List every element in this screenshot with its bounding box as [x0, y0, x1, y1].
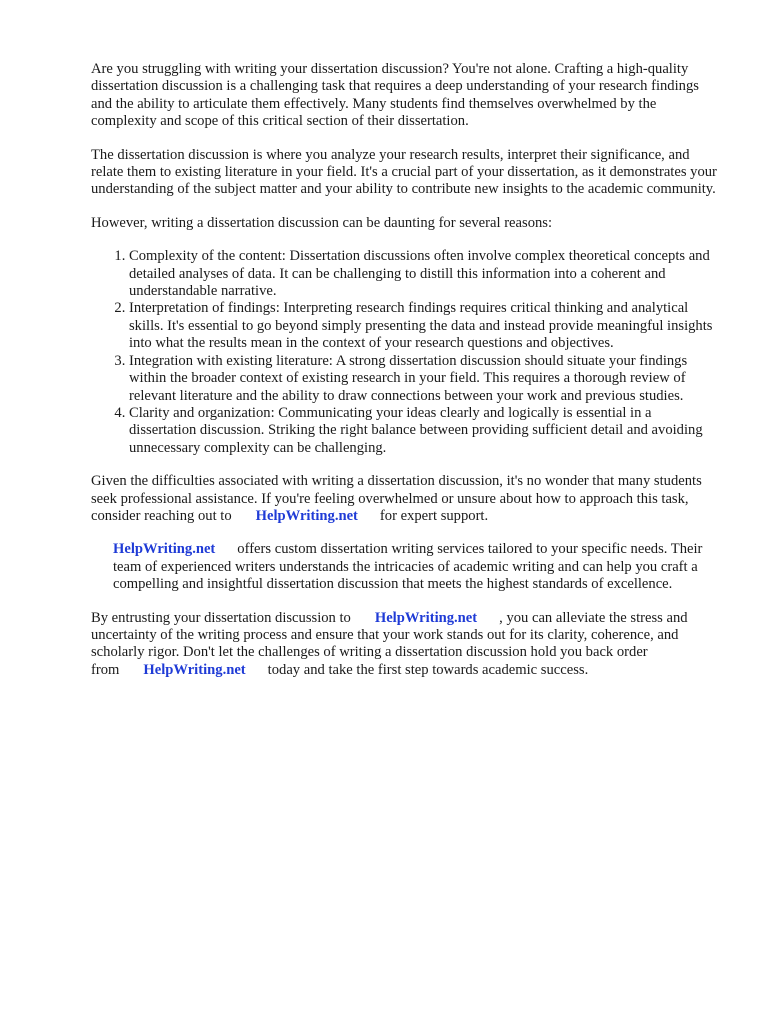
discussion-definition-paragraph: The dissertation discussion is where you analyze your research results, interpret their significance, and relate them to existing literature in your field. It's a crucial part of your dissertation, as it demonstrates your understanding of the subject matter and your ability to contribute new insights to the academic community.: [91, 146, 717, 198]
reason-item-complexity: 1. Complexity of the content: Dissertation discussions often involve complex theoretical concepts and detailed analyses of data. It can be challenging to distill this information into a coherent and understandable narrative.: [129, 248, 721, 300]
assistance-paragraph: [91, 473, 721, 525]
document-page: [91, 61, 721, 695]
services-text: offers custom dissertation writing services tailored to your specific needs. Their team of experienced writers understands the intricacies of academic writing and can help you craft a compelling and insightful dissertation discussion that meets the highest standards of excellence.: [113, 541, 703, 593]
intro-paragraph: Are you struggling with writing your dissertation discussion? You're not alone. Crafting a high-quality dissertation discussion is a challenging task that requires a deep understanding of your research findings and the ability to articulate them effectively. Many students find themselves overwhelmed by the complexity and scope of this critical section of their dissertation.: [91, 61, 699, 130]
closing-paragraph: [91, 610, 721, 680]
services-paragraph: [91, 541, 721, 593]
reason-item-clarity: 4. Clarity and organization: Communicating your ideas clearly and logically is essential in a dissertation discussion. Striking the right balance between providing sufficient detail and avoiding unnecessary complexity can be challenging.: [129, 405, 721, 457]
helpwriting-link-3[interactable]: HelpWriting.net: [374, 609, 478, 626]
reason-item-interpretation: 2. Interpretation of findings: Interpreting research findings requires critical thinking and analytical skills. It's essential to go beyond simply presenting the data and instead provide meaningful insights into what the results mean in the context of your research questions and objectives.: [129, 300, 721, 352]
reasons-intro-paragraph: However, writing a dissertation discussion can be daunting for several reasons:: [91, 214, 553, 231]
helpwriting-link-2[interactable]: HelpWriting.net: [113, 541, 216, 558]
reason-item-integration: 3. Integration with existing literature: A strong dissertation discussion should situate your findings within the broader context of existing research in your field. This requires a thorough review of relevant literature and the ability to draw connections between your work and previous studies.: [129, 353, 721, 405]
assistance-text-end: for expert support.: [379, 507, 489, 524]
closing-text-start: By entrusting your dissertation discussion to: [91, 609, 351, 626]
assistance-text: Given the difficulties associated with writing a dissertation discussion, it's no wonder that many students seek professional assistance. If you're feeling overwhelmed or unsure about how to approach this task, consider reaching out to: [91, 473, 702, 524]
helpwriting-link-1[interactable]: HelpWriting.net: [255, 507, 358, 524]
reasons-list: [91, 248, 721, 457]
closing-text-end: today and take the first step towards academic success.: [267, 661, 589, 678]
helpwriting-link-4[interactable]: HelpWriting.net: [143, 661, 246, 678]
closing-text-middle: , you can alleviate the stress and uncertainty of the writing process and ensure that your work stands out for its clarity, coherence, and scholarly rigor. Don't let the challenges of writing a dissertation discussion hold you back order from: [91, 609, 688, 678]
